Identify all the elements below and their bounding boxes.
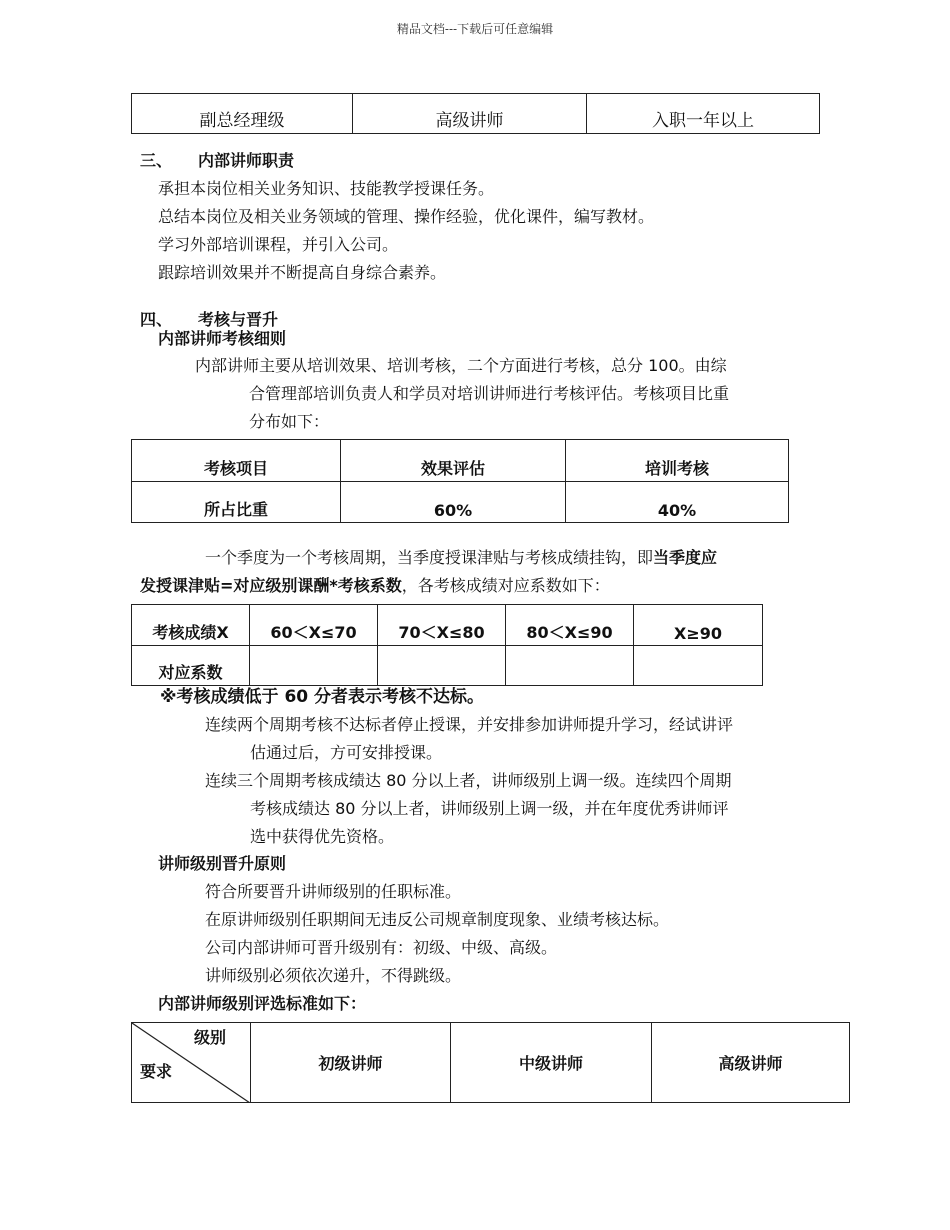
paragraph-line: 内部讲师主要从培训效果、培训考核，二个方面进行考核，总分 100。由综	[195, 356, 727, 375]
table-cell: 40%	[566, 482, 789, 523]
principle-item: 符合所要晋升讲师级别的任职标准。	[205, 882, 462, 901]
table-header-cell: 70＜X≤80	[378, 605, 506, 646]
table-cell	[506, 646, 634, 686]
section-number: 三、	[140, 151, 173, 170]
table-header-cell: 高级讲师	[652, 1023, 850, 1103]
table-header-cell: 中级讲师	[451, 1023, 652, 1103]
table-cell: 副总经理级	[132, 94, 353, 134]
table-header-cell: 考核成绩X	[132, 605, 250, 646]
list-item: 总结本岗位及相关业务领域的管理、操作经验，优化课件，编写教材。	[158, 207, 655, 226]
paragraph-text: 一个季度为一个考核周期，当季度授课津贴与考核成绩挂钩，即	[205, 548, 654, 567]
corner-label-bottom: 要求	[140, 1062, 173, 1081]
table-cell	[378, 646, 506, 686]
list-item: 跟踪培训效果并不断提高自身综合素养。	[158, 263, 447, 282]
table-cell	[634, 646, 763, 686]
table-header-cell: 考核项目	[132, 440, 341, 482]
weight-table	[131, 439, 789, 523]
paragraph-bold-text: 当季度应	[653, 548, 718, 567]
rule-line: 连续两个周期考核不达标者停止授课，并安排参加讲师提升学习，经试讲评	[205, 715, 734, 734]
paragraph-line: 合管理部培训负责人和学员对培训讲师进行考核评估。考核项目比重	[249, 384, 730, 403]
section-title: 内部讲师职责	[198, 151, 295, 170]
page-header: 精品文档---下载后可任意编辑	[396, 22, 554, 36]
subsection-title: 内部讲师级别评选标准如下：	[158, 994, 367, 1013]
note-text: ※考核成绩低于 60 分者表示考核不达标。	[160, 687, 485, 707]
list-item: 承担本岗位相关业务知识、技能教学授课任务。	[158, 179, 495, 198]
paragraph-bold-text: 发授课津贴=对应级别课酬*考核系数	[140, 576, 402, 595]
rule-line: 连续三个周期考核成绩达 80 分以上者，讲师级别上调一级。连续四个周期	[205, 771, 732, 790]
paragraph-line	[205, 547, 717, 569]
subsection-title: 讲师级别晋升原则	[158, 854, 287, 873]
table-cell: 入职一年以上	[587, 94, 820, 134]
rule-line: 选中获得优先资格。	[250, 827, 395, 846]
diagonal-header-cell	[132, 1023, 251, 1103]
principle-item: 在原讲师级别任职期间无违反公司规章制度现象、业绩考核达标。	[205, 910, 670, 929]
rule-line: 估通过后，方可安排授课。	[250, 743, 443, 762]
rule-line: 考核成绩达 80 分以上者，讲师级别上调一级，并在年度优秀讲师评	[250, 799, 729, 818]
paragraph-line	[140, 575, 610, 597]
table-header-cell: 初级讲师	[251, 1023, 451, 1103]
section-number: 四、	[140, 310, 173, 329]
table-cell: 所占比重	[132, 482, 341, 523]
table-header-cell: 60＜X≤70	[250, 605, 378, 646]
subsection-title: 内部讲师考核细则	[158, 329, 287, 348]
table-header-cell: X≥90	[634, 605, 763, 646]
coefficient-table	[131, 604, 763, 686]
table-cell: 高级讲师	[353, 94, 587, 134]
section-title: 考核与晋升	[198, 310, 279, 329]
table-header-cell: 效果评估	[341, 440, 566, 482]
table-header-cell: 80＜X≤90	[506, 605, 634, 646]
top-table	[131, 93, 820, 134]
list-item: 学习外部培训课程，并引入公司。	[158, 235, 399, 254]
paragraph-text: ，各考核成绩对应系数如下：	[401, 576, 610, 595]
principle-item: 讲师级别必须依次递升，不得跳级。	[205, 966, 462, 985]
table-cell: 60%	[341, 482, 566, 523]
table-header-cell: 培训考核	[566, 440, 789, 482]
level-table	[131, 1022, 850, 1103]
table-cell: 对应系数	[132, 646, 250, 686]
table-cell	[250, 646, 378, 686]
principle-item: 公司内部讲师可晋升级别有：初级、中级、高级。	[205, 938, 558, 957]
corner-label-top: 级别	[194, 1028, 227, 1047]
paragraph-line: 分布如下：	[249, 412, 330, 431]
